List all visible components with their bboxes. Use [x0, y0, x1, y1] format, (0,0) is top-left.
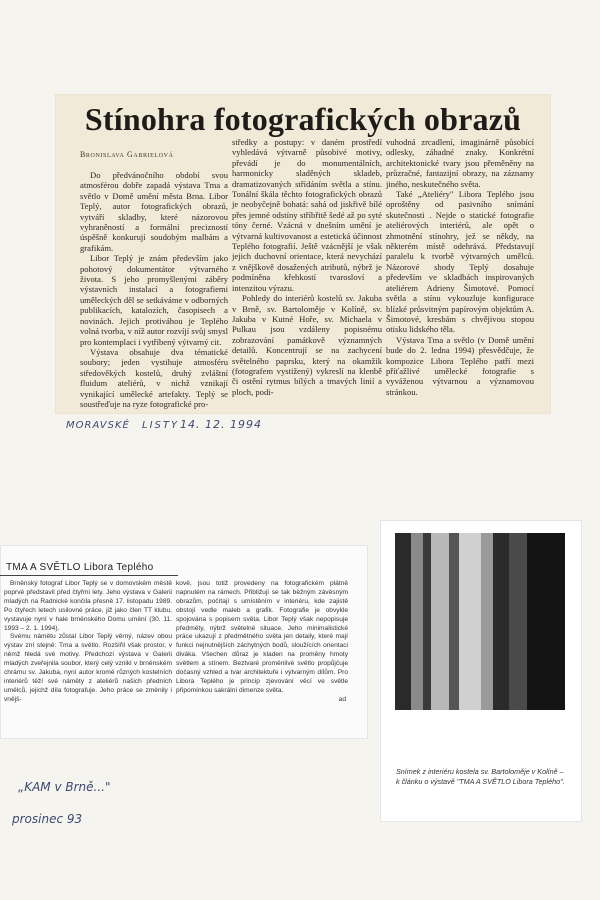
paragraph: Výstava Tma a světlo (v Domě umění bude do 2. ledna 1994) přesvědčuje, že kompozice Libora Teplého patří mezi příťažlivé umělecké fotografie s vyváženou výtvarnou a významovou stránkou. [386, 334, 534, 397]
article-2-title: TMA A SVĚTLO Libora Teplého [6, 562, 154, 573]
handwritten-date-note: prosinec 93 [12, 812, 83, 826]
article-column-1 [80, 170, 228, 409]
church-interior-photo [395, 533, 565, 710]
photo-caption: Snímek z interiéru kostela sv. Bartoloměje v Kolíně – k článku o výstavě "TMA A SVĚTLO Libora Teplého". [396, 767, 565, 786]
paragraph: Brněnský fotograf Libor Teplý se v domovském městě poprvé představil před čtyřmi lety. Jeho výstava v Galerii mladých na Radnické končila přesně 17. listopadu 1989. Po čtyřech letech usilovné práce, již jako člen TT klubu, vystavuje nyní v hale brněnského Domu umění (30. 11. 1993 – 2. 1. 1994). [4, 580, 172, 632]
article-column-3 [386, 137, 534, 397]
paragraph: Libor Teplý je znám především jako pohotový dokumentátor výtvarného života. S jeho promyšlenými záběry výstavních instalací a fotografiemi uměleckých děl se setkáváme v odborných publikacích, katalozích, časopisech a novinách. Jejich protiváhou je Teplého volná tvorba, v níž autor rozvíjí svůj smysl pro kontemplaci i vytříbený výtvarný cit. [80, 253, 228, 347]
paragraph: kově, jsou totiž provedeny na fotografickém plátně napnutém na rámech. Přibližují se tak běžným závěsným obrazům, počítají s umístěním v interiéru, kde zajistě obstojí vedle maleb a grafik. Fotografie je obvykle spojována s popisem světa. Libor Teplý však nepopisuje předměty, nýbrž světelné situace. Jeho minimalistické práce ukazují z předmětného světa jen detaily, které mají funkci nejnutnějších záchytných bodů, sloužících orientaci diváka. Všechen důraz je kladen na proměny hmoty světlem a stínem. Beztvaré proměnlivé světlo propůjčuje dočasný vzhled a tvar architektuře i výtvarným dílům. Pro Libora Teplého je princip zjevování věcí ve světle připomínkou sakrální dimenze světa. [176, 580, 348, 694]
article-2-column-1 [4, 580, 172, 705]
paragraph: Také „Ateliéry" Libora Teplého jsou oproštěny od pasivního snímání skutečnosti . Nejde o statické fotografie ateliérových interiérů, ale opět o zhmotnění stínohry, jež se někdy, na některém místě odehrává. Představují paralelu k tvorbě výtvarných umělců. Názorové shody Teplý dosahuje především ve skladbách inspirovaných ateliérem Adrieny Šimotové. Pomocí světla a stínu vykouzluje konfigurace blízké průsvitným papírovým objektům A. Šimotové, kresbám s chvějivou stopou otisku lidského těla. [386, 189, 534, 335]
article-column-2 [232, 137, 382, 397]
handwritten-source: MORAVSKÉ [66, 420, 130, 431]
title-rule [0, 575, 178, 576]
handwritten-source-note: „KAM v Brně..." [18, 780, 111, 794]
handwritten-source-2: LISTY [142, 420, 180, 431]
article-2-column-2 [176, 580, 348, 705]
paragraph: Svému námětu zůstal Libor Teplý věrný, název obou výstav zní stejně: Tma a světlo. Rozšířil však prostor, v němž hledá své motivy. Předchozí výstava v Galerii mladých zveřejnila soubor, který celý vznikl v brněnském chrámu sv. Jakuba, nyní autor kromě různých kostelních interiérů těží své náměty z ateliérů našich předních umělců, jejichž díla fotografuje. Jeho práce se změnily i vnějš- [4, 633, 172, 703]
paragraph: vuhodná zrcadlení, imaginárně působící odlesky, záhadné znaky. Konkrétní architektonické tvary jsou přeměněny na průzračné, fantazijní obrazy, na záznamy jiného, neskutečného světa. [386, 137, 534, 189]
handwritten-date: 14. 12. 1994 [180, 418, 262, 431]
paragraph: Do předvánočního období svou atmosférou dobře zapadá výstava Tma a světlo v Domě umění města Brna. Libor Teplý, autor fotografických obrazů, vytváří skladby, které názorovou vyhraněností a formální precizností úspěšně konkurují soudobým malbám a grafikám. [80, 170, 228, 253]
article-byline: Bronislava Gabrielová [80, 150, 174, 159]
paragraph: Výstava obsahuje dva tématické soubory; jeden vystihuje atmosféru středověkých kostelů, druhý zvláštní fluidum ateliérů, v nichž vznikají vynikající umělecké artefakty. Teplý se soustřeďuje na ryze fotografické pro- [80, 346, 228, 409]
paragraph: středky a postupy: v daném prostředí vyhledává výtvarně působivé motivy, převádí je do monumentálních, harmonicky sladěných skladeb, dramatizovaných střídáním světla a stínu. Tonální škála těchto fotografických obrazů je neobyčejně bohatá: sahá od jiskřivě bílé přes jemné odstíny stříbřitě šedé až po syté tóny černé. Vzácná v dnešním umění je výtvarná kultivovanost a estetická účinnost Teplého fotografií. Ještě vzácnější je však jejich duchovní orientace, která nevychází z vnějškově dosažených atributů, nýbrž je podmíněna křehkostí tvarosloví a intenzitou výrazu. [232, 137, 382, 293]
article-2-signature: ad [338, 695, 346, 703]
article-headline: Stínohra fotografických obrazů [84, 101, 522, 137]
paragraph: Pohledy do interiérů kostelů sv. Jakuba v Brně, sv. Bartoloměje v Kolíně, sv. Jakuba v Kutné Hoře, sv. Michaela v Pulkau jsou vzdáleny popisnému zobrazování památkově významných detailů. Koncentrují se na zachycení světelného paprsku, který na okamžik (fotografem vystižený) vykreslí na klenbě či ostění rytmus bílých a tmavých linií a ploch, podi- [232, 293, 382, 397]
